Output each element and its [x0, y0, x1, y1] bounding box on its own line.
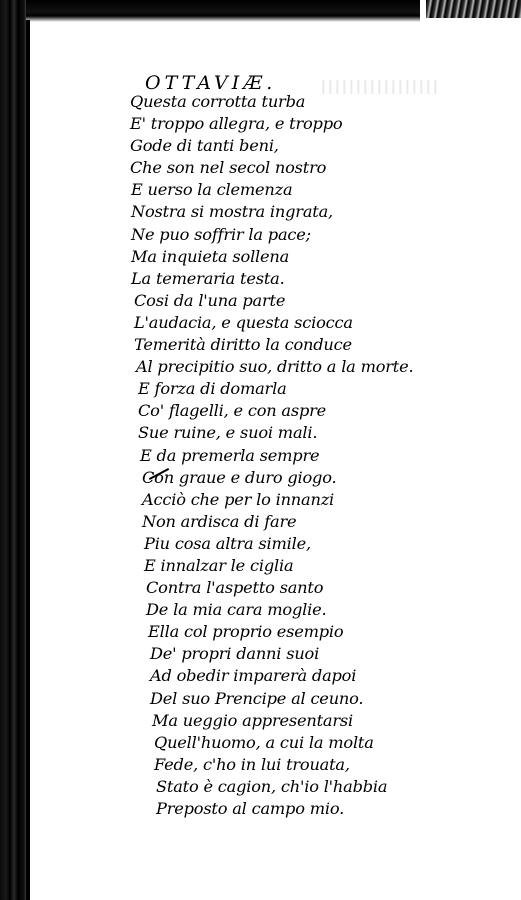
verse-line: Acciò che per lo innanzi	[142, 489, 335, 509]
verse-list	[128, 91, 413, 820]
book-cover-corner	[426, 0, 521, 18]
verse-line: Sue ruine, e suoi mali.	[138, 423, 318, 443]
printed-page	[30, 26, 521, 900]
page-heading: OTTAVIÆ.	[145, 72, 277, 94]
verse-line: E da premerla sempre	[140, 445, 320, 465]
verse-line: Ad obedir imparerà dapoi	[150, 666, 357, 686]
verse-line: Quell'huomo, a cui la molta	[154, 732, 374, 752]
verse-line: Nostra si mostra ingrata,	[131, 202, 333, 222]
verse-line: Ma ueggio appresentarsi	[152, 710, 353, 730]
verse-line: E' troppo allegra, e troppo	[130, 114, 343, 134]
verse-line: Stato è cagion, ch'io l'habbia	[156, 776, 388, 796]
verse-line: Del suo Prencipe al ceuno.	[150, 688, 364, 708]
verse-line: Temerità diritto la conduce	[134, 335, 352, 355]
verse-line: Gode di tanti beni,	[130, 136, 279, 156]
verse-line: Che son nel secol nostro	[130, 158, 327, 178]
book-cover-top-edge	[0, 0, 420, 22]
verse-line: Ne puo soffrir la pace;	[131, 224, 311, 244]
verse-line: Ella col proprio esempio	[148, 622, 344, 642]
verse-line: De la mia cara moglie.	[146, 600, 327, 620]
verse-line: E uerso la clemenza	[131, 180, 293, 200]
verse-line: Con graue e duro giogo.	[142, 467, 337, 487]
verse-line: L'audacia, e questa sciocca	[134, 312, 353, 332]
verse-line: Preposto al campo mio.	[156, 799, 345, 818]
verse-line: De' propri danni suoi	[150, 644, 320, 664]
verse-line: Questa corrotta turba	[130, 92, 306, 111]
verse-line: Non ardisca di fare	[142, 511, 297, 531]
verse-line: Contra l'aspetto santo	[146, 578, 324, 598]
verse-line: Ma inquieta sollena	[131, 246, 290, 266]
verse-line: Al precipitio suo, dritto a la morte.	[136, 357, 414, 377]
verse-line: Fede, c'ho in lui trouata,	[154, 754, 350, 774]
verse-line: Piu cosa altra simile,	[144, 533, 311, 553]
verse-line: E forza di domarla	[138, 379, 287, 399]
verse-line: E innalzar le ciglia	[144, 555, 294, 575]
verse-line: La temeraria testa.	[131, 268, 285, 288]
verse-line: Co' flagelli, e con aspre	[138, 401, 327, 421]
verse-line: Cosi da l'una parte	[134, 290, 286, 310]
book-binding-gutter	[0, 0, 26, 900]
